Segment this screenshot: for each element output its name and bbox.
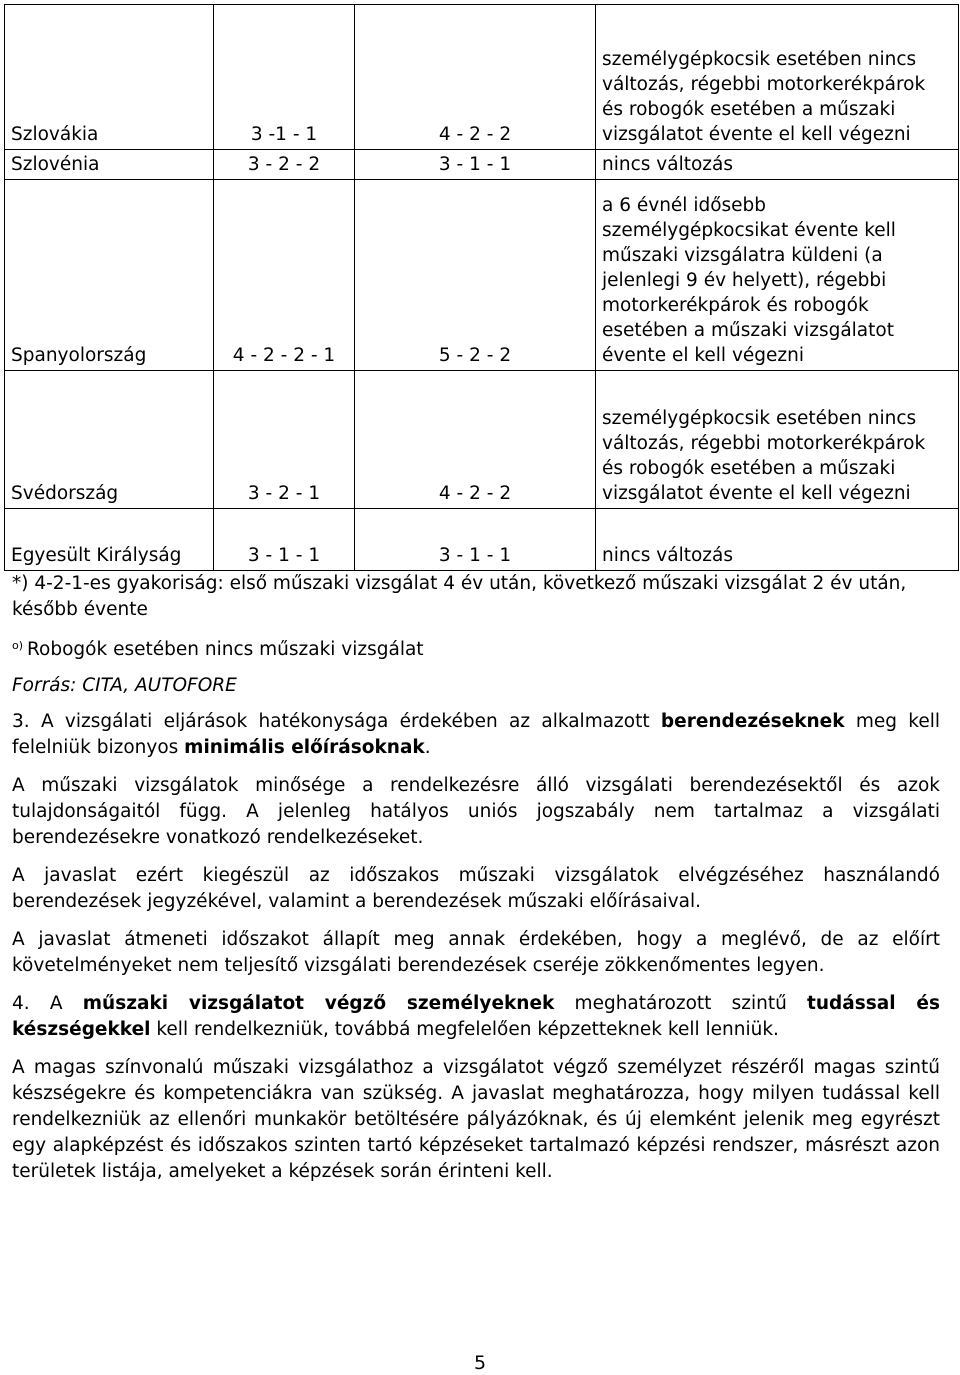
paragraph-text: meg kell felelniük bizonyos bbox=[12, 711, 941, 758]
frequency-current-cell: 3 - 2 - 1 bbox=[214, 371, 355, 509]
table-row bbox=[5, 509, 959, 571]
emphasis-text: műszaki vizsgálatot végző személyeknek bbox=[82, 993, 555, 1014]
table-row bbox=[5, 150, 959, 180]
paragraph-text: 3. A vizsgálati eljárások hatékonysága érdekében az alkalmazott bbox=[12, 711, 661, 732]
emphasis-text: berendezéseknek bbox=[660, 711, 845, 732]
note-cell: nincs változás bbox=[596, 150, 959, 180]
table-row bbox=[5, 371, 959, 509]
footnote-star: *) 4-2-1-es gyakoriság: első műszaki vizsgálat 4 év után, következő műszaki vizsgálat 2 év után, később évente bbox=[12, 573, 907, 620]
emphasis-text: tudással és készségekkel bbox=[12, 993, 940, 1040]
note-cell: nincs változás bbox=[596, 509, 959, 571]
paragraph-text: 4. A bbox=[12, 993, 83, 1014]
paragraph-text: . bbox=[424, 737, 431, 758]
table-row bbox=[5, 180, 959, 371]
document-body bbox=[12, 571, 940, 1197]
frequency-current-cell: 4 - 2 - 2 - 1 bbox=[214, 180, 355, 371]
paragraph-text: kell rendelkezniük, továbbá megfelelően képzetteknek kell lenniük. bbox=[150, 1019, 779, 1040]
frequency-proposed-cell: 5 - 2 - 2 bbox=[355, 180, 596, 371]
frequency-current-cell: 3 -1 - 1 bbox=[214, 5, 355, 150]
paragraph-training: A magas színvonalú műszaki vizsgálathoz a vizsgálatot végző személyzet részéről magas szintű készségekre és kompetenciákra van szükség. A javaslat meghatározza, hogy milyen tudással kell rendelkezniük az ellenőri munkakör betöltésére pályázóknak, és új elemként jelenik meg egyrészt egy alapképzést és időszakos szinten tartó képzéseket tartalmazó képzési rendszer, másrészt azon területek listája, amelyeket a képzések során érinteni kell. bbox=[12, 1057, 940, 1182]
inspection-frequency-table bbox=[4, 4, 959, 571]
frequency-current-cell: 3 - 1 - 1 bbox=[214, 509, 355, 571]
country-cell: Szlovákia bbox=[5, 5, 214, 150]
frequency-proposed-cell: 3 - 1 - 1 bbox=[355, 509, 596, 571]
country-cell: Spanyolország bbox=[5, 180, 214, 371]
paragraph-4 bbox=[12, 991, 940, 1043]
source-note: Forrás: CITA, AUTOFORE bbox=[12, 675, 237, 696]
note-cell: személygépkocsik esetében nincs változás, régebbi motorkerékpárok és robogók esetében a műszaki vizsgálatot évente el kell végezni bbox=[596, 5, 959, 150]
footnote-circle-text: Robogók esetében nincs műszaki vizsgálat bbox=[27, 639, 424, 660]
footnote-circle bbox=[12, 633, 940, 663]
paragraph-text: meghatározott szintű bbox=[554, 993, 808, 1014]
paragraph-3 bbox=[12, 709, 940, 761]
table-row bbox=[5, 5, 959, 150]
country-cell: Svédország bbox=[5, 371, 214, 509]
country-cell: Egyesült Királyság bbox=[5, 509, 214, 571]
frequency-proposed-cell: 3 - 1 - 1 bbox=[355, 150, 596, 180]
frequency-proposed-cell: 4 - 2 - 2 bbox=[355, 371, 596, 509]
frequency-proposed-cell: 4 - 2 - 2 bbox=[355, 5, 596, 150]
emphasis-text: minimális előírásoknak bbox=[184, 737, 425, 758]
paragraph-equipment-list: A javaslat ezért kiegészül az időszakos műszaki vizsgálatok elvégzéséhez használandó berendezések jegyzékével, valamint a berendezések műszaki előírásaival. bbox=[12, 865, 940, 912]
note-cell: személygépkocsik esetében nincs változás, régebbi motorkerékpárok és robogók esetében a műszaki vizsgálatot évente el kell végezni bbox=[596, 371, 959, 509]
paragraph-equipment-quality: A műszaki vizsgálatok minősége a rendelkezésre álló vizsgálati berendezésektől és azok tulajdonságaitól függ. A jelenleg hatályos uniós jogszabály nem tartalmaz a vizsgálati berendezésekre vonatkozó rendelkezéseket. bbox=[12, 775, 940, 848]
country-cell: Szlovénia bbox=[5, 150, 214, 180]
footnote-circle-mark: o) bbox=[12, 639, 24, 652]
page-number: 5 bbox=[473, 1352, 487, 1374]
note-cell: a 6 évnél idősebb személygépkocsikat évente kell műszaki vizsgálatra küldeni (a jelenlegi 9 év helyett), régebbi motorkerékpárok és robogók esetében a műszaki vizsgálatot évente el kell végezni bbox=[596, 180, 959, 371]
frequency-current-cell: 3 - 2 - 2 bbox=[214, 150, 355, 180]
paragraph-transition: A javaslat átmeneti időszakot állapít meg annak érdekében, hogy a meglévő, de az előírt követelményeket nem teljesítő vizsgálati berendezések cseréje zökkenőmentes legyen. bbox=[12, 929, 940, 976]
